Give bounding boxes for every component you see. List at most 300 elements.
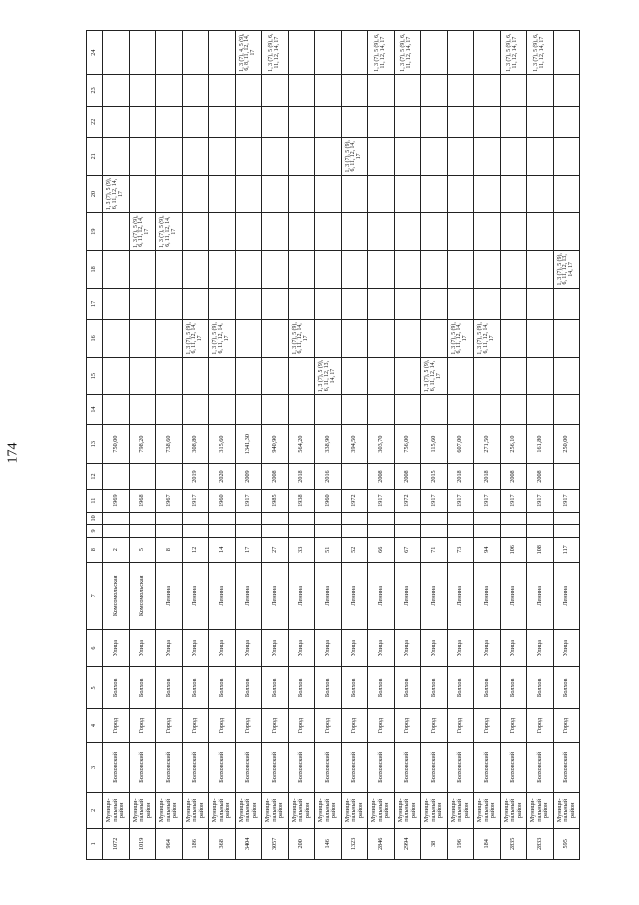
table-cell <box>288 357 315 395</box>
table-cell: Муници-пальный район <box>394 793 421 829</box>
table-cell: 1968 <box>129 489 156 512</box>
table-cell <box>288 175 315 213</box>
table-cell: 1917 <box>182 489 209 512</box>
table-cell: 3404 <box>235 828 262 859</box>
table-cell <box>341 512 368 525</box>
table-cell: 1, 3 (7), 5 (9), 6, 11, 12, 14, 17 <box>341 137 368 175</box>
table-cell <box>368 320 395 358</box>
table-cell: 71 <box>421 537 448 562</box>
table-cell <box>315 288 342 319</box>
table-cell <box>209 288 236 319</box>
table-cell: 1972 <box>394 489 421 512</box>
table-cell: Улица <box>394 629 421 667</box>
table-cell <box>368 251 395 289</box>
table-cell: 1, 3 (7), 5 (9), 6, 11, 12, 14, 17 <box>103 175 130 213</box>
table-cell <box>341 175 368 213</box>
table-cell: 184 <box>474 828 501 859</box>
table-cell: 2846 <box>368 828 395 859</box>
table-cell: 27 <box>262 537 289 562</box>
table-cell: 52 <box>341 537 368 562</box>
column-header-7: 7 <box>87 562 103 629</box>
table-cell: 738,60 <box>156 424 183 464</box>
table-cell <box>235 525 262 538</box>
table-cell <box>474 395 501 424</box>
table-cell <box>474 137 501 175</box>
table-cell: Муници-пальный район <box>474 793 501 829</box>
table-cell <box>421 525 448 538</box>
table-cell <box>421 31 448 75</box>
table-cell <box>103 31 130 75</box>
table-cell: 1917 <box>474 489 501 512</box>
table-cell: Ленина <box>315 562 342 629</box>
table-cell: 1, 3 (7), 5 (9), 6, 11, 12, 14, 17 <box>156 213 183 251</box>
table-cell <box>156 106 183 137</box>
table-cell <box>315 31 342 75</box>
table-cell: Болховский <box>235 742 262 792</box>
table-cell <box>235 75 262 106</box>
table-cell: Ленина <box>182 562 209 629</box>
table-row <box>421 31 448 860</box>
table-cell <box>447 525 474 538</box>
column-header-8: 8 <box>87 537 103 562</box>
table-cell <box>553 137 580 175</box>
table-cell: Болховский <box>103 742 130 792</box>
table-cell <box>262 288 289 319</box>
table-cell <box>447 213 474 251</box>
table-cell: Ленина <box>288 562 315 629</box>
table-cell <box>235 213 262 251</box>
table-cell <box>182 75 209 106</box>
column-header-9: 9 <box>87 525 103 538</box>
table-cell <box>156 320 183 358</box>
table-cell: Болховский <box>474 742 501 792</box>
table-cell: Ленина <box>341 562 368 629</box>
table-cell: 1, 3 (7), 5 (9), 6, 11, 12, 14, 17 <box>209 320 236 358</box>
table-cell <box>553 106 580 137</box>
table-cell <box>447 75 474 106</box>
table-cell: 1, 3 (7), 4, 5 (9), 6, 8, 11, 12, 14, 17 <box>235 31 262 75</box>
table-cell <box>341 395 368 424</box>
table-cell: 315,60 <box>209 424 236 464</box>
table-cell: 17 <box>235 537 262 562</box>
table-cell <box>262 175 289 213</box>
table-cell: Ленина <box>156 562 183 629</box>
table-cell <box>209 251 236 289</box>
table-cell: 1, 3 (7), 5 (9), 6, 11, 12, 13, 14, 17 <box>553 251 580 289</box>
table-cell <box>182 31 209 75</box>
table-cell <box>421 137 448 175</box>
table-cell <box>447 288 474 319</box>
table-cell: 2833 <box>527 828 554 859</box>
table-cell: 1, 3 (7), 5 (9), 6, 11, 12, 14, 17 <box>129 213 156 251</box>
table-cell <box>421 251 448 289</box>
table-cell <box>500 75 527 106</box>
table-cell: 146 <box>315 828 342 859</box>
table-cell: Болховский <box>341 742 368 792</box>
table-row <box>129 31 156 860</box>
table-cell: 1985 <box>262 489 289 512</box>
table-row <box>156 31 183 860</box>
table-cell <box>315 175 342 213</box>
table-cell <box>368 288 395 319</box>
table-cell <box>447 251 474 289</box>
table-cell <box>315 137 342 175</box>
table-cell: Улица <box>103 629 130 667</box>
table-cell: 14 <box>209 537 236 562</box>
table-cell: 394,50 <box>341 424 368 464</box>
table-cell: Болхов <box>129 667 156 709</box>
table-cell <box>368 357 395 395</box>
table-row <box>288 31 315 860</box>
table-cell: 756,00 <box>394 424 421 464</box>
table-cell <box>129 175 156 213</box>
table-cell <box>394 320 421 358</box>
table-row <box>262 31 289 860</box>
table-cell <box>288 213 315 251</box>
table-cell <box>341 31 368 75</box>
table-cell <box>103 525 130 538</box>
table-cell: 1341,30 <box>235 424 262 464</box>
table-cell <box>156 464 183 489</box>
table-cell <box>527 75 554 106</box>
table-cell: Комсомольская <box>129 562 156 629</box>
table-cell <box>474 288 501 319</box>
table-cell <box>421 175 448 213</box>
table-cell: 1, 3 (7), 5 (9), 6, 11, 12, 14, 17 <box>447 320 474 358</box>
column-header-22: 22 <box>87 106 103 137</box>
table-cell: Муници-пальный район <box>288 793 315 829</box>
table-cell: 1917 <box>421 489 448 512</box>
column-header-4: 4 <box>87 709 103 742</box>
table-cell <box>209 31 236 75</box>
table-cell <box>262 512 289 525</box>
table-cell <box>156 525 183 538</box>
table-cell <box>288 395 315 424</box>
table-cell: 117 <box>553 537 580 562</box>
table-cell <box>288 512 315 525</box>
table-cell <box>527 512 554 525</box>
table-cell: 1019 <box>129 828 156 859</box>
table-cell: 12 <box>182 537 209 562</box>
table-cell <box>129 320 156 358</box>
column-header-14: 14 <box>87 395 103 424</box>
table-cell: 1, 3 (7), 5 (9), 6, 11, 12, 14, 17 <box>421 357 448 395</box>
page-number <box>0 436 26 470</box>
table-cell: Болховский <box>209 742 236 792</box>
table-cell <box>156 251 183 289</box>
table-cell: Улица <box>129 629 156 667</box>
table-cell: Муници-пальный район <box>341 793 368 829</box>
table-cell <box>182 137 209 175</box>
table-cell <box>368 75 395 106</box>
table-cell <box>341 213 368 251</box>
table-cell: 66 <box>368 537 395 562</box>
table-cell <box>182 175 209 213</box>
table-cell <box>527 106 554 137</box>
table-cell <box>182 106 209 137</box>
table-cell: 3057 <box>262 828 289 859</box>
table-cell: Улица <box>315 629 342 667</box>
table-cell <box>156 31 183 75</box>
table-cell: 2008 <box>500 464 527 489</box>
table-cell: 2008 <box>527 464 554 489</box>
table-cell: 2008 <box>368 464 395 489</box>
table-cell: 200 <box>288 828 315 859</box>
table-cell: 750,00 <box>103 424 130 464</box>
table-cell <box>421 320 448 358</box>
table-cell <box>368 175 395 213</box>
table-cell: 1960 <box>315 489 342 512</box>
table-row <box>315 31 342 860</box>
table-cell <box>527 525 554 538</box>
table-cell: Ленина <box>500 562 527 629</box>
table-cell: 38 <box>421 828 448 859</box>
table-cell <box>315 251 342 289</box>
table-cell <box>315 395 342 424</box>
table-cell: Улица <box>262 629 289 667</box>
table-cell: 271,50 <box>474 424 501 464</box>
table-cell <box>447 175 474 213</box>
table-cell: Болхов <box>288 667 315 709</box>
table-cell: 5 <box>129 537 156 562</box>
table-cell: Ленина <box>209 562 236 629</box>
table-row <box>447 31 474 860</box>
table-cell <box>288 137 315 175</box>
table-cell: 108 <box>527 537 554 562</box>
table-cell <box>288 75 315 106</box>
table-cell: 2994 <box>394 828 421 859</box>
table-cell: Болховский <box>500 742 527 792</box>
table-cell <box>474 357 501 395</box>
table-cell <box>341 251 368 289</box>
table-cell: Город <box>288 709 315 742</box>
table-cell <box>129 137 156 175</box>
table-cell: 1938 <box>288 489 315 512</box>
table-cell <box>262 106 289 137</box>
table-row <box>235 31 262 860</box>
table-cell: 1917 <box>553 489 580 512</box>
table-cell: Город <box>500 709 527 742</box>
table-row <box>182 31 209 860</box>
table-cell <box>474 213 501 251</box>
table-cell <box>262 137 289 175</box>
table-cell <box>368 512 395 525</box>
table-cell: 2018 <box>474 464 501 489</box>
table-cell <box>209 213 236 251</box>
table-cell <box>447 395 474 424</box>
table-cell: 1, 3 (7), 5 (9), 6, 11, 12, 14, 17 <box>182 320 209 358</box>
table-cell: Улица <box>553 629 580 667</box>
table-cell <box>262 251 289 289</box>
column-header-23: 23 <box>87 75 103 106</box>
table-cell <box>103 75 130 106</box>
column-header-11: 11 <box>87 489 103 512</box>
table-cell <box>474 525 501 538</box>
table-cell <box>235 357 262 395</box>
table-cell <box>129 464 156 489</box>
table-cell: Ленина <box>447 562 474 629</box>
table-cell: Болховский <box>288 742 315 792</box>
table-cell <box>235 395 262 424</box>
table-cell <box>394 137 421 175</box>
table-cell: Болхов <box>209 667 236 709</box>
column-header-16: 16 <box>87 320 103 358</box>
table-cell: 1, 3 (7), 5 (9), 6, 11, 12, 14, 17 <box>368 31 395 75</box>
table-cell <box>182 213 209 251</box>
table-cell <box>341 106 368 137</box>
table-cell <box>368 106 395 137</box>
table-cell <box>209 75 236 106</box>
table-cell: Город <box>235 709 262 742</box>
table-cell: 1967 <box>156 489 183 512</box>
table-cell: 308,80 <box>182 424 209 464</box>
column-header-24: 24 <box>87 31 103 75</box>
table-cell: Ленина <box>553 562 580 629</box>
table-cell: 186 <box>182 828 209 859</box>
table-cell: 2018 <box>288 464 315 489</box>
table-cell <box>553 213 580 251</box>
table-cell: 2 <box>103 537 130 562</box>
table-cell <box>421 106 448 137</box>
table-row <box>341 31 368 860</box>
table-cell <box>235 288 262 319</box>
table-cell: Улица <box>527 629 554 667</box>
table-cell <box>447 512 474 525</box>
table-cell <box>421 512 448 525</box>
table-cell: 1072 <box>103 828 130 859</box>
table-cell: 798,20 <box>129 424 156 464</box>
column-header-1: 1 <box>87 828 103 859</box>
table-row <box>394 31 421 860</box>
table-cell <box>129 251 156 289</box>
table-cell <box>553 357 580 395</box>
table-cell <box>288 106 315 137</box>
table-cell: Болховский <box>182 742 209 792</box>
table-row <box>103 31 130 860</box>
table-cell <box>129 395 156 424</box>
table-cell <box>553 512 580 525</box>
table-cell <box>288 525 315 538</box>
table-cell: Улица <box>182 629 209 667</box>
table-cell <box>235 320 262 358</box>
table-cell <box>527 213 554 251</box>
table-cell: Болхов <box>500 667 527 709</box>
table-cell: Улица <box>156 629 183 667</box>
table-row <box>500 31 527 860</box>
table-cell: Город <box>262 709 289 742</box>
table-cell: Болховский <box>315 742 342 792</box>
table-cell: Улица <box>447 629 474 667</box>
table-cell <box>262 320 289 358</box>
table-cell <box>262 213 289 251</box>
table-cell <box>553 395 580 424</box>
table-cell <box>394 213 421 251</box>
table-cell <box>156 395 183 424</box>
table-cell <box>103 106 130 137</box>
table-cell: 115,60 <box>421 424 448 464</box>
table-cell: 1917 <box>527 489 554 512</box>
table-cell <box>474 251 501 289</box>
table-cell <box>156 137 183 175</box>
table-cell: Город <box>368 709 395 742</box>
table-cell <box>182 525 209 538</box>
table-cell: Муници-пальный район <box>262 793 289 829</box>
table-cell: 2008 <box>394 464 421 489</box>
table-cell: 2019 <box>182 464 209 489</box>
table-cell: Муници-пальный район <box>103 793 130 829</box>
table-cell <box>103 137 130 175</box>
table-cell <box>315 525 342 538</box>
table-cell <box>527 251 554 289</box>
table-cell: 338,90 <box>315 424 342 464</box>
table-cell: Улица <box>500 629 527 667</box>
table-cell: Болхов <box>103 667 130 709</box>
table-cell <box>421 213 448 251</box>
table-cell: Муници-пальный район <box>209 793 236 829</box>
table-cell <box>341 525 368 538</box>
table-cell: 67 <box>394 537 421 562</box>
table-cell: 1917 <box>235 489 262 512</box>
table-cell <box>182 357 209 395</box>
table-cell <box>288 251 315 289</box>
table-cell <box>103 395 130 424</box>
table-header <box>87 31 103 860</box>
table-cell <box>315 75 342 106</box>
table-cell <box>182 251 209 289</box>
table-cell: Муници-пальный район <box>156 793 183 829</box>
table-cell: Муници-пальный район <box>129 793 156 829</box>
table-cell: Город <box>315 709 342 742</box>
table-cell <box>368 525 395 538</box>
table-cell <box>447 106 474 137</box>
table-cell: Город <box>394 709 421 742</box>
table-cell: Улица <box>368 629 395 667</box>
table-cell: 94 <box>474 537 501 562</box>
table-cell: Улица <box>421 629 448 667</box>
table-cell <box>447 31 474 75</box>
table-cell <box>262 395 289 424</box>
table-cell <box>129 525 156 538</box>
table-cell <box>447 137 474 175</box>
table-cell: 1, 3 (7), 5 (9), 6, 11, 12, 13, 14, 17 <box>315 357 342 395</box>
table-cell <box>553 464 580 489</box>
table-cell <box>288 31 315 75</box>
table-cell <box>421 395 448 424</box>
table-cell: 303,70 <box>368 424 395 464</box>
table-cell <box>262 357 289 395</box>
table-cell: 106 <box>500 537 527 562</box>
table-cell: Улица <box>209 629 236 667</box>
table-cell <box>394 175 421 213</box>
table-cell <box>500 525 527 538</box>
table-cell <box>315 320 342 358</box>
table-cell <box>103 251 130 289</box>
table-cell <box>156 512 183 525</box>
column-header-5: 5 <box>87 667 103 709</box>
table-cell <box>394 75 421 106</box>
table-row <box>553 31 580 860</box>
table-cell: Болхов <box>368 667 395 709</box>
table-cell <box>235 106 262 137</box>
table-cell: Болхов <box>527 667 554 709</box>
table-cell: Болховский <box>421 742 448 792</box>
table-cell <box>315 512 342 525</box>
table-cell: Муници-пальный район <box>315 793 342 829</box>
table-cell <box>315 213 342 251</box>
table-cell <box>553 175 580 213</box>
table-cell <box>209 357 236 395</box>
page-number-text: 174 <box>5 442 20 464</box>
